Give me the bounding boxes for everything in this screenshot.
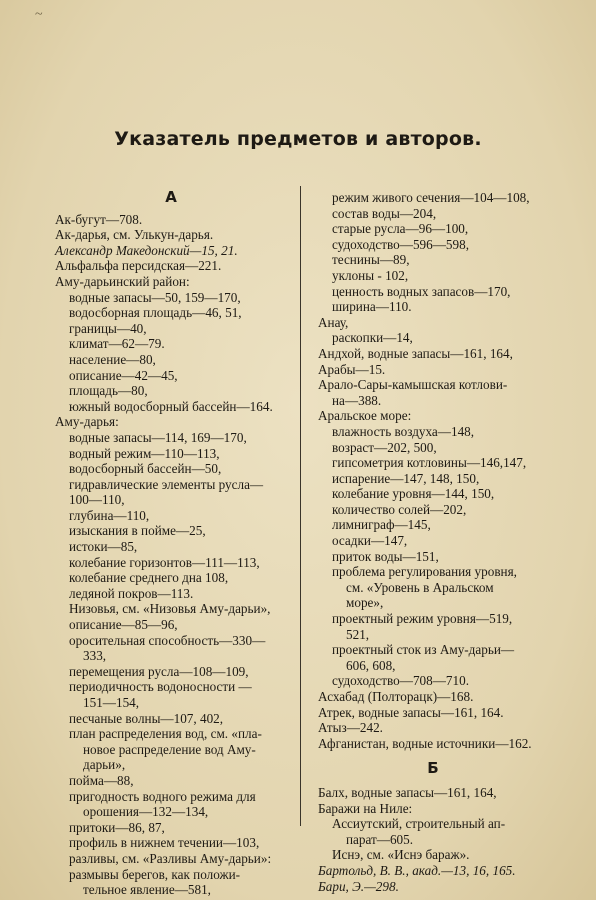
index-entry: теснины—89, bbox=[332, 252, 410, 268]
index-entry: изыскания в пойме—25, bbox=[69, 523, 206, 539]
index-entry: ледяной покров—113. bbox=[69, 585, 194, 601]
index-entry: ценность водных запасов—170, bbox=[332, 283, 511, 299]
index-entry: Бартольд, В. В., акад.—13, 16, 165. bbox=[318, 862, 516, 878]
index-entry: Бари, Э.—298. bbox=[318, 878, 399, 894]
index-entry: колебание горизонтов—111—113, bbox=[69, 554, 260, 570]
index-entry: испарение—147, 148, 150, bbox=[332, 470, 480, 486]
index-entry: 100—110, bbox=[69, 492, 125, 508]
index-entry: притоки—86, 87, bbox=[69, 819, 165, 835]
index-entry: новое распределение вод Аму- bbox=[83, 741, 256, 757]
index-entry: разливы, см. «Разливы Аму-дарьи»: bbox=[69, 850, 272, 866]
index-entry: Александр Македонский—15, 21. bbox=[55, 242, 238, 258]
index-entry: оросительная способность—330— bbox=[69, 632, 266, 648]
index-entry: состав воды—204, bbox=[332, 205, 437, 221]
index-entry: истоки—85, bbox=[69, 539, 138, 555]
index-entry: лимниграф—145, bbox=[332, 517, 431, 533]
index-entry: водный режим—110—113, bbox=[69, 445, 220, 461]
index-entry: гидравлические элементы русла— bbox=[69, 476, 264, 492]
index-entry: водные запасы—114, 169—170, bbox=[69, 429, 247, 445]
index-entry: колебание среднего дна 108, bbox=[69, 570, 229, 586]
index-entry: Аму-дарьинский район: bbox=[55, 273, 190, 289]
index-entry: тельное явление—581, bbox=[83, 882, 211, 898]
index-entry: Атрек, водные запасы—161, 164. bbox=[318, 704, 504, 720]
right-column bbox=[318, 190, 548, 894]
index-entry: Афганистан, водные источники—162. bbox=[318, 735, 532, 751]
index-entry: границы—40, bbox=[69, 320, 147, 336]
index-entry: проектный режим уровня—519, bbox=[332, 611, 513, 627]
index-entry: пригодность водного режима для bbox=[69, 788, 256, 804]
index-entry: периодичность водоносности — bbox=[69, 679, 252, 695]
index-entry: количество солей—202, bbox=[332, 501, 467, 517]
index-entry: Ак-дарья, см. Улькун-дарья. bbox=[55, 227, 214, 243]
index-entry: водосборная площадь—46, 51, bbox=[69, 305, 242, 321]
index-entry: Баражи на Ниле: bbox=[318, 800, 413, 816]
index-entry: Альфальфа персидская—221. bbox=[55, 258, 222, 274]
index-entry: 521, bbox=[346, 626, 370, 642]
index-entry: водосборный бассейн—50, bbox=[69, 461, 222, 477]
index-entry: ширина—110. bbox=[332, 299, 412, 315]
index-entry: описание—42—45, bbox=[69, 367, 178, 383]
index-entry: дарьи», bbox=[83, 757, 126, 773]
index-entry: Аральское море: bbox=[318, 408, 412, 424]
index-entry: Арабы—15. bbox=[318, 361, 386, 377]
index-entry: размывы берегов, как положи- bbox=[69, 866, 241, 882]
index-entry: профиль в нижнем течении—103, bbox=[69, 835, 260, 851]
right-entries-b bbox=[318, 785, 548, 894]
index-entry: площадь—80, bbox=[69, 383, 148, 399]
index-entry: старые русла—96—100, bbox=[332, 221, 469, 237]
column-divider bbox=[300, 186, 301, 826]
page-corner-mark: ~ bbox=[35, 7, 43, 22]
index-entry: Ассиутский, строительный ап- bbox=[332, 816, 506, 832]
index-entry: см. «Уровень в Аральском bbox=[346, 579, 494, 595]
index-entry: режим живого сечения—104—108, bbox=[332, 190, 530, 205]
page-title: Указатель предметов и авторов. bbox=[114, 128, 482, 150]
index-entry: на—388. bbox=[332, 392, 382, 408]
section-letter-b: Б bbox=[427, 759, 439, 778]
index-entry: план распределения вод, см. «пла- bbox=[69, 726, 262, 742]
index-entry: орошения—132—134, bbox=[83, 804, 209, 820]
index-entry: климат—62—79. bbox=[69, 336, 165, 352]
right-entries bbox=[318, 190, 548, 751]
index-entry: 151—154, bbox=[83, 695, 140, 710]
index-entry: гипсометрия котловины—146,147, bbox=[332, 455, 527, 471]
index-entry: парат—605. bbox=[346, 831, 414, 847]
index-entry: раскопки—14, bbox=[332, 330, 413, 346]
index-entry: население—80, bbox=[69, 351, 156, 367]
index-entry: Анау, bbox=[318, 314, 349, 330]
index-entry: судоходство—596—598, bbox=[332, 236, 470, 252]
index-entry: Атыз—242. bbox=[318, 720, 383, 736]
index-entry: 606, 608, bbox=[346, 657, 396, 673]
index-entry: Асхабад (Полторацк)—168. bbox=[318, 689, 474, 704]
index-entry: Низовья, см. «Низовья Аму-дарьи», bbox=[69, 601, 271, 617]
index-entry: приток воды—151, bbox=[332, 548, 439, 564]
index-entry: колебание уровня—144, 150, bbox=[332, 486, 495, 502]
index-entry: проблема регулирования уровня, bbox=[332, 564, 517, 580]
index-entry: уклоны - 102, bbox=[332, 267, 409, 283]
index-entry: пойма—88, bbox=[69, 772, 134, 788]
left-entries bbox=[55, 212, 287, 898]
index-entry: судоходство—708—710. bbox=[332, 673, 470, 689]
index-entry: проектный сток из Аму-дарьи— bbox=[332, 642, 515, 658]
index-entry: Аму-дарья: bbox=[55, 414, 119, 430]
index-entry: Ак-бугут—708. bbox=[55, 211, 143, 227]
section-letter-a: А bbox=[165, 188, 177, 206]
index-entry: перемещения русла—108—109, bbox=[69, 663, 249, 679]
index-entry: влажность воздуха—148, bbox=[332, 423, 475, 439]
index-entry: глубина—110, bbox=[69, 507, 150, 523]
index-entry: южный водосборный бассейн—164. bbox=[69, 398, 273, 414]
index-entry: Балх, водные запасы—161, 164, bbox=[318, 784, 497, 800]
index-entry: Андхой, водные запасы—161, 164, bbox=[318, 345, 513, 361]
index-entry: водные запасы—50, 159—170, bbox=[69, 289, 241, 305]
index-entry: осадки—147, bbox=[332, 533, 408, 549]
index-entry: описание—85—96, bbox=[69, 617, 178, 633]
index-entry: 333, bbox=[83, 648, 107, 664]
index-entry: возраст—202, 500, bbox=[332, 439, 437, 455]
index-entry: Иснэ, см. «Иснэ бараж». bbox=[332, 847, 470, 863]
index-entry: песчаные волны—107, 402, bbox=[69, 710, 224, 726]
left-column bbox=[55, 188, 287, 898]
index-entry: Арало-Сары-камышская котлови- bbox=[318, 377, 508, 393]
index-entry: море», bbox=[346, 595, 384, 611]
